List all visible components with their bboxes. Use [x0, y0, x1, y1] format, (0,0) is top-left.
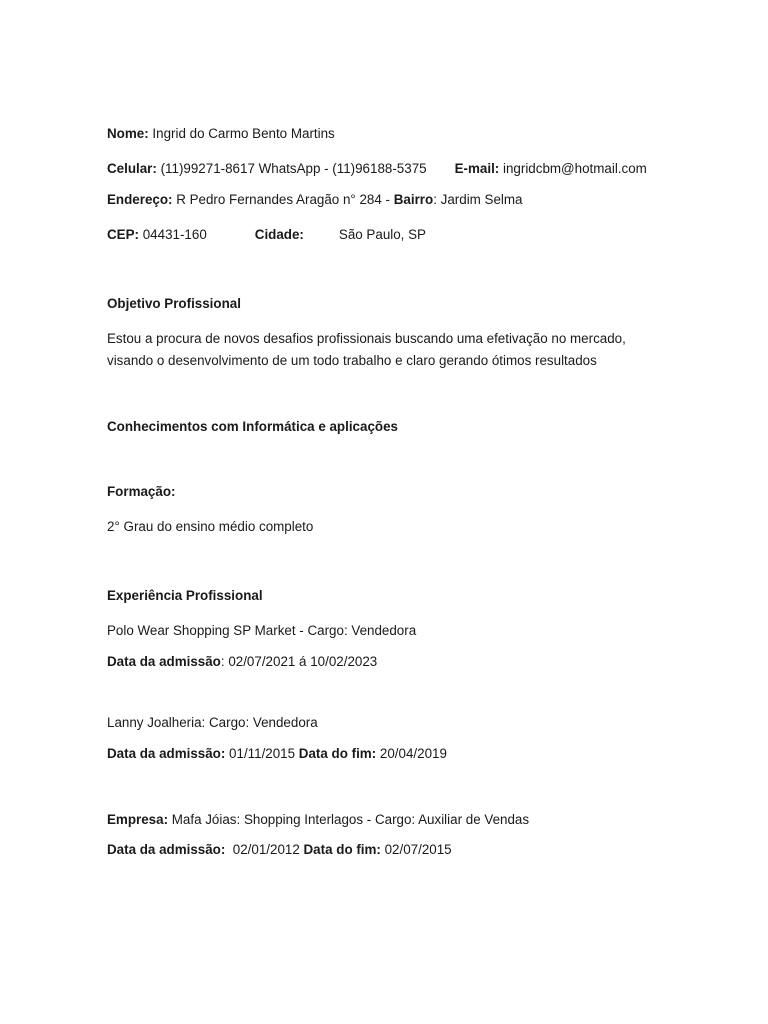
job-3-admission-value: 02/01/2012 — [225, 842, 304, 857]
district-label: Bairro — [393, 192, 434, 207]
job-2-company-value: Lanny Joalheria: Cargo: Vendedora — [107, 715, 318, 730]
phone-email-line — [107, 160, 647, 178]
job-2-end-label: Data do fim: — [298, 746, 377, 761]
city-value: São Paulo, SP — [338, 227, 426, 242]
job-3-company-label: Empresa: — [107, 812, 169, 827]
skills-heading: Conhecimentos com Informática e aplicações — [107, 419, 398, 434]
email-value: ingridcbm@hotmail.com — [503, 161, 647, 176]
education-item: 2° Grau do ensino médio completo — [107, 519, 314, 534]
cep-label: CEP: — [107, 227, 139, 242]
objective-text-line-1: Estou a procura de novos desafios profissionais buscando uma efetivação no mercado, — [107, 331, 626, 346]
city-label: Cidade: — [254, 227, 304, 242]
job-3-admission-label: Data da admissão: — [107, 842, 226, 857]
job-1-admission-label: Data da admissão — [107, 654, 221, 669]
email-label: E-mail: — [454, 161, 500, 176]
job-3-company — [107, 811, 529, 829]
job-1-admission-value: : 02/07/2021 á 10/02/2023 — [220, 654, 378, 669]
education-heading: Formação: — [107, 484, 176, 499]
job-3-end-value: 02/07/2015 — [380, 842, 452, 857]
address-label: Endereço: — [107, 192, 173, 207]
cep-city-line — [107, 226, 426, 244]
district-value: : Jardim Selma — [433, 192, 523, 207]
job-2-end-value: 20/04/2019 — [376, 746, 447, 761]
job-2-company — [107, 714, 318, 732]
name-value: Ingrid do Carmo Bento Martins — [152, 126, 335, 141]
job-2-dates — [107, 745, 447, 763]
job-2-admission-label: Data da admissão: — [107, 746, 226, 761]
job-3-end-label: Data do fim: — [303, 842, 381, 857]
job-1-company-value: Polo Wear Shopping SP Market - Cargo: Vendedora — [107, 623, 417, 638]
experience-heading: Experiência Profissional — [107, 588, 263, 603]
name-label: Nome: — [107, 126, 149, 141]
phone-value: (11)99271-8617 WhatsApp - (11)96188-5375 — [160, 161, 427, 176]
objective-text-line-2: visando o desenvolvimento de um todo trabalho e claro gerando ótimos resultados — [107, 353, 597, 368]
address-value: R Pedro Fernandes Aragão n° 284 - — [176, 192, 391, 207]
job-2-admission-value: 01/11/2015 — [225, 746, 299, 761]
job-1-dates — [107, 653, 377, 671]
job-3-company-value: Mafa Jóias: Shopping Interlagos - Cargo: Auxiliar de Vendas — [168, 812, 530, 827]
job-1-company — [107, 622, 416, 640]
objective-heading: Objetivo Profissional — [107, 296, 241, 311]
address-line — [107, 191, 523, 209]
job-3-dates — [107, 841, 452, 859]
name-line — [107, 125, 335, 143]
cep-value: 04431-160 — [142, 227, 207, 242]
phone-label: Celular: — [107, 161, 157, 176]
